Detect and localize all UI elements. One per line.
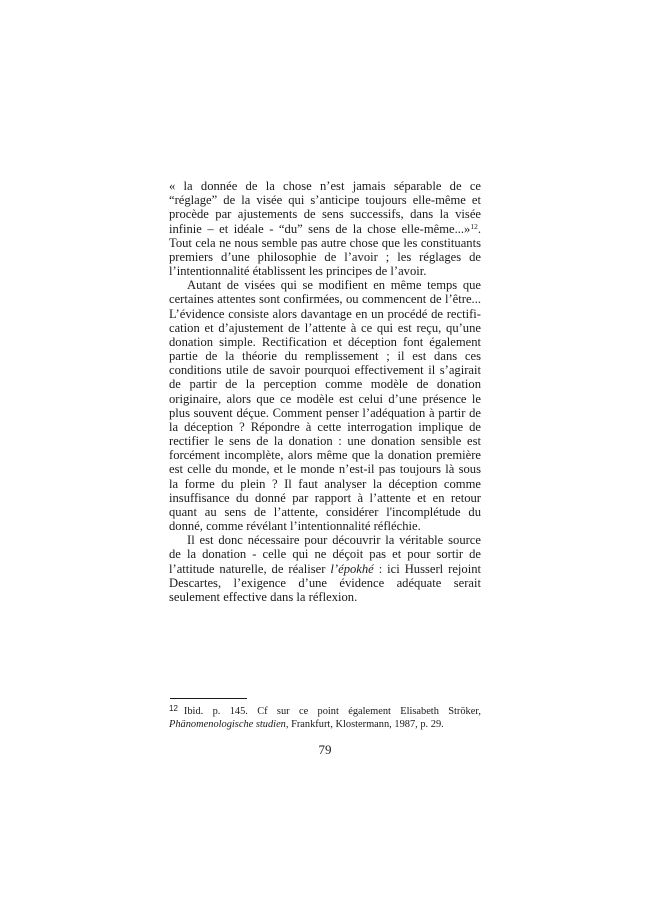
footnote-text-b: , Frankfurt, Klostermann, 1987, p. 29.	[285, 719, 444, 731]
paragraph-3-text-a: Il est donc nécessaire pour découvrir la véritable source de la donation - celle qui ne déçoit pas et pour sortir de l’attitude naturelle, de réaliser	[169, 533, 481, 576]
paragraph-1	[169, 179, 481, 278]
page-number: 79	[318, 742, 332, 757]
footnote-title: Phänomenologische studien	[169, 719, 286, 731]
footnote-12	[169, 705, 481, 732]
paragraph-1-text-b: . Tout cela ne nous semble pas autre chose que les constituants premiers d’une philosophie de l’avoir ; les réglages de l’intentionnalité établissent les principes de l’avoir.	[169, 221, 481, 279]
paragraph-2	[169, 278, 481, 533]
footnote-reference-12[interactable]: 12	[470, 221, 478, 231]
paragraph-3-italic-term: l’épokhé	[330, 561, 374, 576]
footnote-separator	[170, 698, 247, 699]
paragraph-1-text-a: « la donnée de la chose n’est jamais séparable de ce “réglage” de la visée qui s’anticipe toujours elle-même et procède par ajustements de sens successifs, dans la visée infinie – et idéale - “du” sens de la chose elle-même...»	[169, 179, 481, 236]
paragraph-3-text-b: : ici Husserl rejoint Descartes, l’exigence d’une évidence adéquate serait seulement effective dans la réflexion.	[169, 561, 481, 604]
footnote-mark: 12	[169, 704, 178, 713]
paragraph-2-text: Autant de visées qui se modifient en même temps que certaines attentes sont confirmées, ou commencent de l’être... L’évidence consiste alors davantage en un procédé de rectifi-cation et d’ajustement de l’attente à ce qui est reçu, qu’une donation simple. Rectification et déception font également partie de la théorie du remplissement ; il est dans ces conditions utile de savoir pourquoi effectivement il s’agirait de partir de la perception comme modèle de donation originaire, alors que ce modèle est celui d’une présence le plus souvent déçue. Comment penser l’adéquation à partir de la déception ? Répondre à cette interrogation implique de rectifier le sens de la donation : une donation sensible est forcément incomplète, alors même que la donation première est celle du monde, et le monde n’est-il pas toujours là sous la forme du plein ? Il faut analyser la déception comme insuffisance du donné par rapport à l’attente et en retour quant au sens de l’attente, considérer l'incomplétude du donné, comme révélant l’intentionnalité réfléchie.	[169, 278, 481, 534]
body-text	[169, 179, 481, 604]
paragraph-3	[169, 533, 481, 604]
footnote-text-a: Ibid. p. 145. Cf sur ce point également Elisabeth Ströker,	[183, 706, 481, 717]
